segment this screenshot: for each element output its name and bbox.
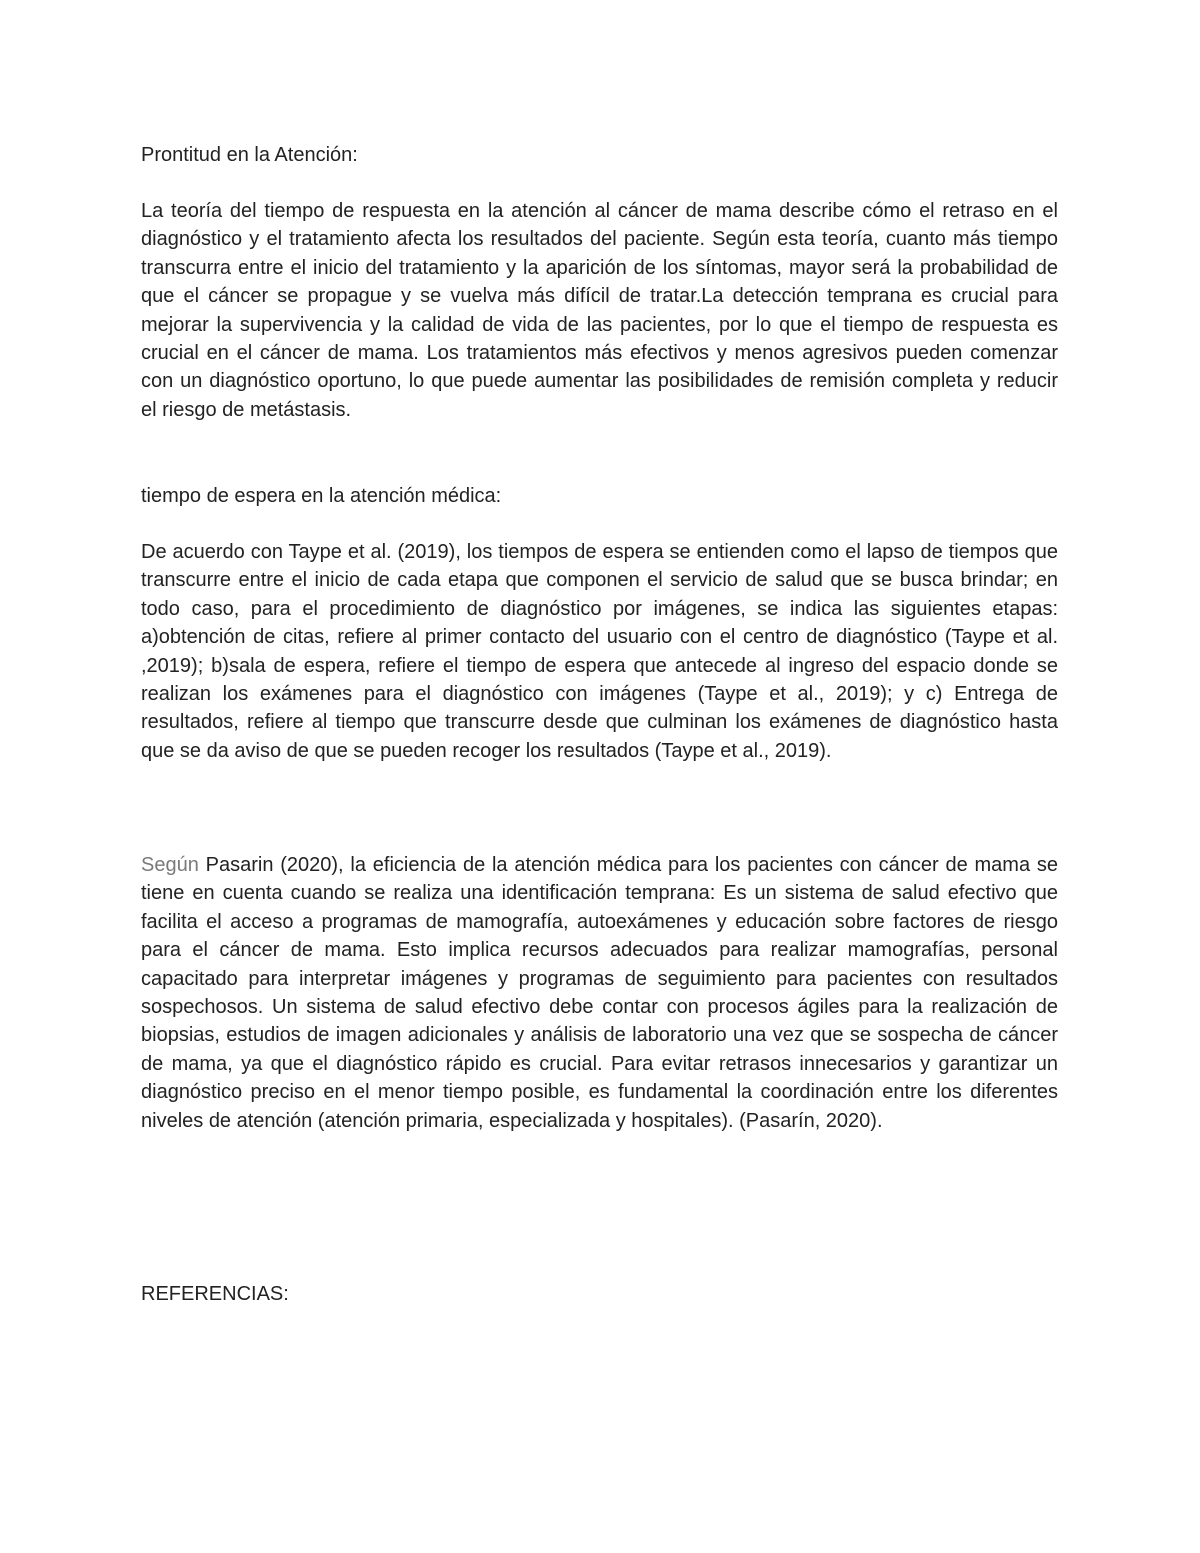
paragraph-eficiencia: [141, 851, 1058, 1135]
section-heading-tiempo-espera: tiempo de espera en la atención médica:: [141, 485, 502, 507]
references-heading: REFERENCIAS:: [141, 1283, 289, 1305]
paragraph-eficiencia-text: Pasarin (2020), la eficiencia de la atención médica para los pacientes con cáncer de mama se tiene en cuenta cuando se realiza una identificación temprana: Es un sistema de salud efectivo que facilita el acceso a programas de mamografía, autoexámenes y educación sobre factores de riesgo para el cáncer de mama. Esto implica recursos adecuados para realizar mamografías, personal capacitado para interpretar imágenes y programas de seguimiento para pacientes con resultados sospechosos. Un sistema de salud efectivo debe contar con procesos ágiles para la realización de biopsias, estudios de imagen adicionales y análisis de laboratorio una vez que se sospecha de cáncer de mama, ya que el diagnóstico rápido es crucial. Para evitar retrasos innecesarios y garantizar un diagnóstico preciso en el menor tiempo posible, es fundamental la coordinación entre los diferentes niveles de atención (atención primaria, especializada y hospitales). (Pasarín, 2020).: [141, 854, 1058, 1132]
paragraph-lead-word: Según: [141, 854, 199, 876]
paragraph-prontitud: La teoría del tiempo de respuesta en la atención al cáncer de mama describe cómo el retraso en el diagnóstico y el tratamiento afecta los resultados del paciente. Según esta teoría, cuanto más tiempo transcurra entre el inicio del tratamiento y la aparición de los síntomas, mayor será la probabilidad de que el cáncer se propague y se vuelva más difícil de tratar.La detección temprana es crucial para mejorar la supervivencia y la calidad de vida de las pacientes, por lo que el tiempo de respuesta es crucial en el cáncer de mama. Los tratamientos más efectivos y menos agresivos pueden comenzar con un diagnóstico oportuno, lo que puede aumentar las posibilidades de remisión completa y reducir el riesgo de metástasis.: [141, 200, 1058, 421]
paragraph-tiempo-espera: De acuerdo con Taype et al. (2019), los tiempos de espera se entienden como el lapso de tiempos que transcurre entre el inicio de cada etapa que componen el servicio de salud que se busca brindar; en todo caso, para el procedimiento de diagnóstico por imágenes, se indica las siguientes etapas: a)obtención de citas, refiere al primer contacto del usuario con el centro de diagnóstico (Taype et al. ,2019); b)sala de espera, refiere el tiempo de espera que antecede al ingreso del espacio donde se realizan los exámenes para el diagnóstico con imágenes (Taype et al., 2019); y c) Entrega de resultados, refiere al tiempo que transcurre desde que culminan los exámenes de diagnóstico hasta que se da aviso de que se pueden recoger los resultados (Taype et al., 2019).: [141, 541, 1058, 762]
section-heading-prontitud: Prontitud en la Atención:: [141, 144, 358, 166]
